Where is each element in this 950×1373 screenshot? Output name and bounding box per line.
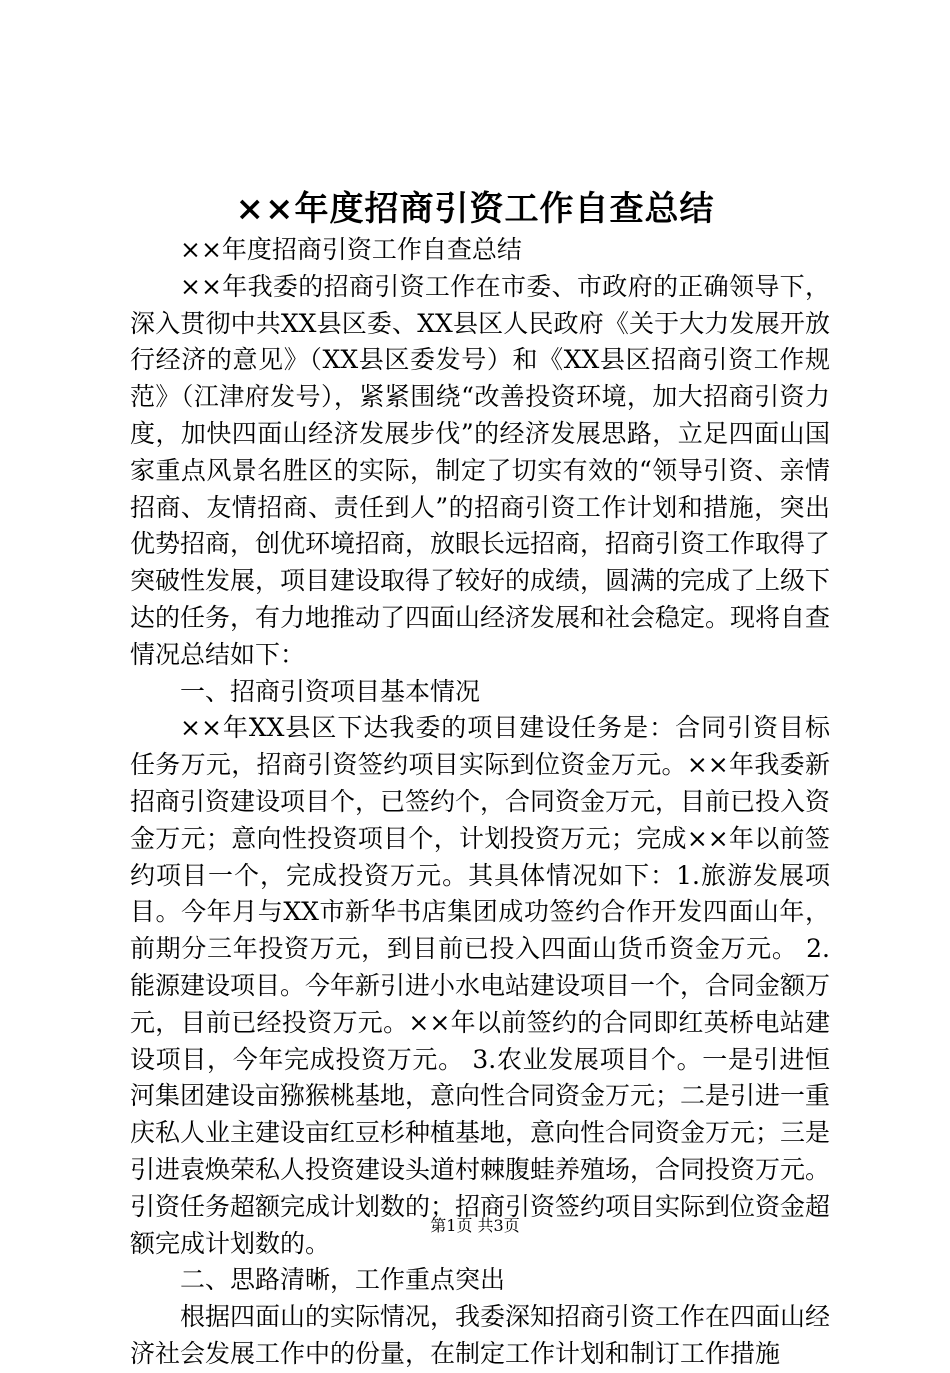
document-title: ××年度招商引资工作自查总结 xyxy=(235,189,715,229)
page-indicator: 第1页 共3页 xyxy=(430,1216,520,1235)
paragraph-projects: ××年XX县区下达我委的项目建设任务是：合同引资目标任务万元，招商引资签约项目实际到位资金万元。××年我委新招商引资建设项目个，已签约个，合同资金万元，目前已投入资金万元；意向性投资项目个，计划投资万元；完成××年以前签约项目一个，完成投资万元。其具体情况如下：1.旅游发展项目。今年月与XX市新华书店集团成功签约合作开发四面山年，前期分三年投资万元，到目前已投入四面山货币资金万元。 2.能源建设项目。今年新引进小水电站建设项目一个，合同金额万元，目前已经投资万元。××年以前签约的合同即红英桥电站建设项目，今年完成投资万元。 3.农业发展项目个。一是引进恒河集团建设亩猕猴桃基地，意向性合同资金万元；二是引进一重庆私人业主建设亩红豆杉种植基地，意向性合同资金万元；三是引进袁焕荣私人投资建设头道村棘腹蛙养殖场，合同投资万元。引资任务超额完成计划数的；招商引资签约项目实际到位资金超额完成计划数的。 xyxy=(130,713,831,1258)
paragraph-intro: ××年我委的招商引资工作在市委、市政府的正确领导下，深入贯彻中共XX县区委、XX县区人民政府《关于大力发展开放行经济的意见》（XX县区委发号）和《XX县区招商引资工作规范》（江津府发号），紧紧围绕“改善投资环境，加大招商引资力度，加快四面山经济发展步伐”的经济发展思路，立足四面山国家重点风景名胜区的实际，制定了切实有效的“领导引资、亲情招商、友情招商、责任到人”的招商引资工作计划和措施，突出优势招商，创优环境招商，放眼长远招商，招商引资工作取得了突破性发展，项目建设取得了较好的成绩，圆满的完成了上级下达的任务，有力地推动了四面山经济发展和社会稳定。现将自查情况总结如下： xyxy=(130,271,831,669)
section-heading-2: 二、思路清晰，工作重点突出 xyxy=(180,1265,506,1295)
document-body xyxy=(130,232,830,1373)
subtitle-line: ××年度招商引资工作自查总结 xyxy=(180,235,522,264)
paragraph-strategy: 根据四面山的实际情况，我委深知招商引资工作在四面山经济社会发展工作中的份量，在制定工作计划和制订工作措施 xyxy=(130,1302,831,1368)
section-heading-1: 一、招商引资项目基本情况 xyxy=(180,676,481,706)
